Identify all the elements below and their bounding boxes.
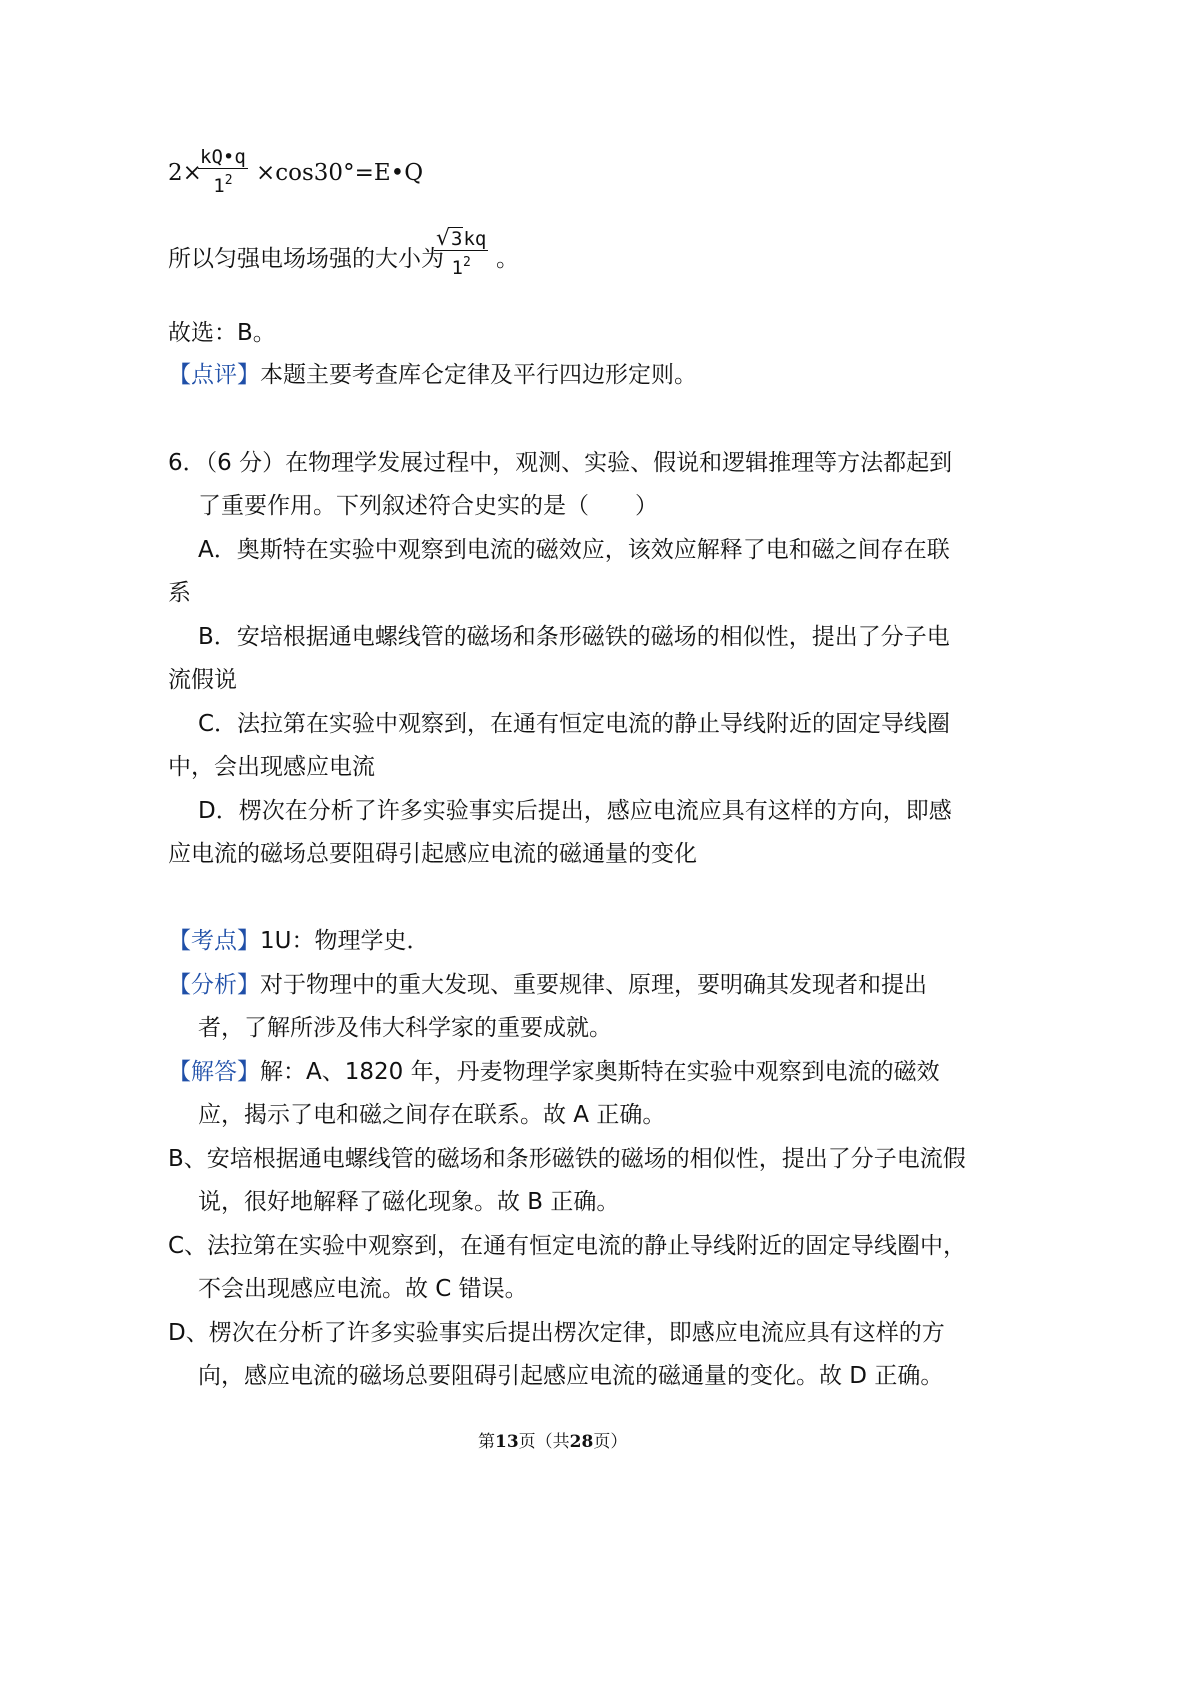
answer-d-line-1: D、楞次在分析了许多实验事实后提出楞次定律，即感应电流应具有这样的方: [168, 1320, 945, 1346]
fraction-numerator: kQ•q: [200, 146, 246, 168]
option-b-line-1: B．安培根据通电螺线管的磁场和条形磁铁的磁场的相似性，提出了分子电: [198, 624, 950, 650]
sqrt-icon: √: [436, 226, 451, 251]
question-line-1: 6．（6 分）在物理学发展过程中，观测、实验、假说和逻辑推理等方法都起到: [168, 450, 953, 476]
answer-d-line-2: 向，感应电流的磁场总要阻碍引起感应电流的磁通量的变化。故 D 正确。: [198, 1363, 944, 1389]
option-a-line-2: 系: [168, 580, 191, 606]
answer-choice: 故选：B。: [168, 320, 276, 346]
fraction-kqq-over-l2: [198, 146, 248, 198]
conclusion-end: 。: [496, 246, 519, 272]
jieda-line-2: 应，揭示了电和磁之间存在联系。故 A 正确。: [198, 1102, 666, 1128]
fenxi-line-2: 者，了解所涉及伟大科学家的重要成就。: [198, 1015, 612, 1041]
page-footer: 第13页（共28页）: [478, 1432, 628, 1452]
option-b-line-2: 流假说: [168, 667, 237, 693]
jieda-line-1: [168, 1057, 940, 1087]
fraction-sqrt3kq-over-l2: [434, 228, 488, 280]
page-total: 28: [569, 1432, 594, 1452]
jieda-text: 解：A、1820 年，丹麦物理学家奥斯特在实验中观察到电流的磁效: [260, 1059, 940, 1085]
fenxi-tag: 【分析】: [168, 972, 260, 998]
kaodian-tag: 【考点】: [168, 928, 260, 954]
answer-b-line-1: B、安培根据通电螺线管的磁场和条形磁铁的磁场的相似性，提出了分子电流假: [168, 1146, 966, 1172]
answer-c-line-1: C、法拉第在实验中观察到，在通有恒定电流的静止导线附近的固定导线圈中，: [168, 1233, 967, 1259]
answer-c-line-2: 不会出现感应电流。故 C 错误。: [198, 1276, 528, 1302]
fenxi-text: 对于物理中的重大发现、重要规律、原理，要明确其发现者和提出: [260, 972, 927, 998]
comment-tag: 【点评】: [168, 362, 260, 388]
kaodian-paragraph: [168, 926, 429, 956]
formula-suffix: ×cos30°=E•Q: [256, 160, 424, 186]
page-number: 13: [495, 1432, 519, 1452]
fraction-numerator: √3kq: [436, 226, 487, 251]
comment-text: 本题主要考查库仑定律及平行四边形定则。: [260, 362, 697, 388]
conclusion-text: 所以匀强电场场强的大小为: [168, 246, 444, 272]
option-d-line-2: 应电流的磁场总要阻碍引起感应电流的磁通量的变化: [168, 841, 697, 867]
comment-paragraph: [168, 360, 697, 390]
fenxi-line-1: [168, 970, 927, 1000]
fraction-denominator: $1^2$: [451, 255, 471, 279]
option-c-line-1: C．法拉第在实验中观察到，在通有恒定电流的静止导线附近的固定导线圈: [198, 711, 951, 737]
option-a-line-1: A．奥斯特在实验中观察到电流的磁效应，该效应解释了电和磁之间存在联: [198, 537, 950, 563]
question-line-2: 了重要作用。下列叙述符合史实的是（ ）: [198, 493, 658, 519]
kaodian-text: 1U：物理学史．: [260, 928, 430, 954]
option-d-line-1: D．楞次在分析了许多实验事实后提出，感应电流应具有这样的方向，即感: [198, 798, 952, 824]
answer-b-line-2: 说，很好地解释了磁化现象。故 B 正确。: [198, 1189, 620, 1215]
jieda-tag: 【解答】: [168, 1059, 260, 1085]
formula-prefix: 2×: [168, 160, 202, 186]
fraction-denominator: $1^2$: [213, 173, 233, 197]
option-c-line-2: 中，会出现感应电流: [168, 754, 375, 780]
